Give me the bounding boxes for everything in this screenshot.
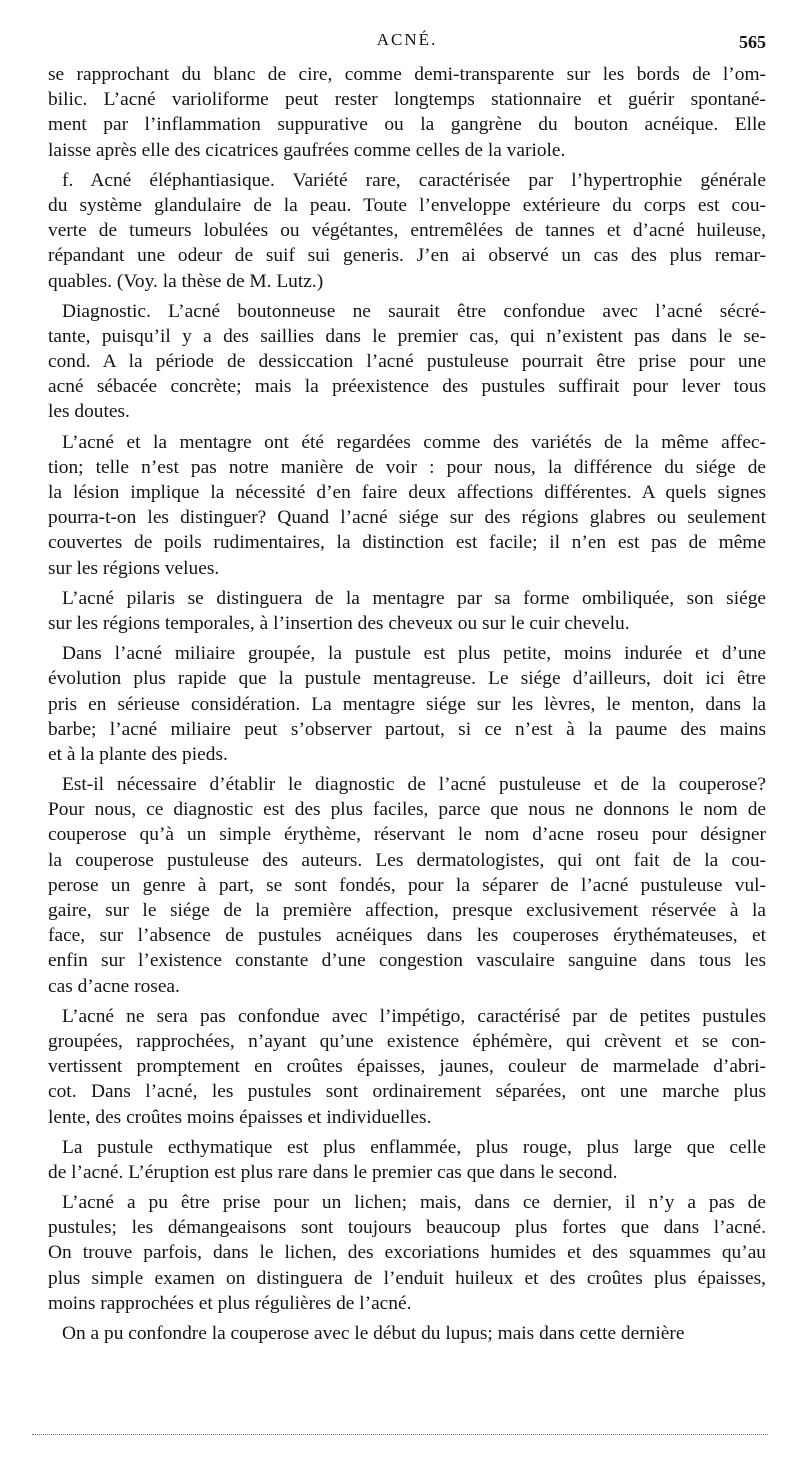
- text-line: de l’acné. L’éruption est plus rare dans le premier cas que dans le second.: [48, 1161, 618, 1183]
- text-line: évolution plus rapide que la pustule mentagreuse. Le siége d’ailleurs, doit ici être: [48, 668, 766, 690]
- footer-rule: [32, 1434, 768, 1435]
- text-line: pourra-t-on les distinguer? Quand l’acné siége sur des régions glabres ou seulement: [48, 507, 766, 529]
- text-line: pustules; les démangeaisons sont toujours beaucoup plus fortes que dans l’acné.: [48, 1217, 766, 1239]
- text-line: Diagnostic. L’acné boutonneuse ne saurait être confondue avec l’acné sécré-: [62, 300, 766, 322]
- paragraph: [48, 62, 766, 163]
- text-line: groupées, rapprochées, n’ayant qu’une existence éphémère, qui crèvent et se con-: [48, 1030, 766, 1052]
- page-number: 565: [739, 32, 766, 52]
- text-line: barbe; l’acné miliaire peut s’observer partout, si ce n’est à la paume des mains: [48, 718, 766, 740]
- text-line: tante, puisqu’il y a des saillies dans le premier cas, qui n’existent pas dans le se-: [48, 325, 766, 347]
- text-line: On trouve parfois, dans le lichen, des excoriations humides et des squammes qu’au: [48, 1242, 766, 1264]
- text-line: pris en sérieuse considération. La mentagre siége sur les lèvres, le menton, dans la: [48, 693, 766, 715]
- text-line: sur les régions temporales, à l’insertion des cheveux ou sur le cuir chevelu.: [48, 612, 630, 634]
- paragraph: [48, 168, 766, 294]
- text-line: perose un genre à part, se sont fondés, pour la séparer de l’acné pustuleuse vul-: [48, 874, 766, 896]
- text-line: se rapprochant du blanc de cire, comme demi-transparente sur les bords de l’om-: [48, 64, 766, 85]
- text-line: bilic. L’acné varioliforme peut rester longtemps stationnaire et guérir spontané-: [48, 89, 766, 111]
- page-body: [48, 62, 766, 1346]
- text-line: du système glandulaire de la peau. Toute l’enveloppe extérieure du corps est cou-: [48, 194, 766, 216]
- text-line: L’acné pilaris se distinguera de la mentagre par sa forme ombiliquée, son siége: [62, 587, 766, 609]
- paragraph: [48, 1135, 766, 1185]
- text-line: La pustule ecthymatique est plus enflammée, plus rouge, plus large que celle: [62, 1136, 766, 1158]
- text-line: moins rapprochées et plus régulières de l’acné.: [48, 1292, 412, 1314]
- text-line: enfin sur l’existence constante d’une congestion vasculaire sanguine dans tous les: [48, 950, 766, 972]
- text-line: répandant une odeur de suif sui generis. J’en ai observé un cas des plus remar-: [48, 245, 766, 267]
- text-line: face, sur l’absence de pustules acnéiques dans les couperoses érythémateuses, et: [48, 925, 766, 947]
- text-line: la couperose pustuleuse des auteurs. Les dermatologistes, qui ont fait de la cou-: [48, 849, 766, 871]
- text-line: vertissent promptement en croûtes épaisses, jaunes, couleur de marmelade d’abri-: [48, 1056, 766, 1078]
- text-line: cond. A la période de dessiccation l’acné pustuleuse pourrait être prise pour une: [48, 351, 766, 373]
- text-line: les doutes.: [48, 401, 130, 423]
- paragraph: [48, 641, 766, 767]
- paragraph: [48, 772, 766, 999]
- text-line: plus simple examen on distinguera de l’enduit huileux et des croûtes plus épaisses,: [48, 1267, 766, 1289]
- text-line: On a pu confondre la couperose avec le début du lupus; mais dans cette dernière: [62, 1323, 685, 1344]
- text-line: la lésion implique la nécessité d’en faire deux affections différentes. A quels signes: [48, 482, 766, 503]
- paragraph: [48, 1190, 766, 1316]
- text-line: couperose qu’à un simple érythème, réservant le nom d’acne roseu pour désigner: [48, 824, 766, 846]
- text-line: quables. (Voy. la thèse de M. Lutz.): [48, 270, 324, 292]
- text-line: couvertes de poils rudimentaires, la distinction est facile; il n’en est pas de même: [48, 532, 766, 554]
- text-line: cot. Dans l’acné, les pustules sont ordinairement séparées, ont une marche plus: [48, 1081, 766, 1103]
- running-title: ACNÉ.: [376, 30, 438, 49]
- text-line: gaire, sur le siége de la première affection, presque exclusivement réservée à la: [48, 900, 766, 921]
- text-line: Pour nous, ce diagnostic est des plus faciles, parce que nous ne donnons le nom de: [48, 799, 766, 821]
- text-line: et à la plante des pieds.: [48, 743, 228, 765]
- text-line: lente, des croûtes moins épaisses et individuelles.: [48, 1106, 432, 1128]
- page-header: [48, 26, 766, 56]
- paragraph: [48, 586, 766, 636]
- text-line: Est-il nécessaire d’établir le diagnostic de l’acné pustuleuse et de la couperose?: [62, 774, 766, 796]
- text-line: tion; telle n’est pas notre manière de voir : pour nous, la différence du siége de: [48, 456, 766, 478]
- text-line: sur les régions velues.: [48, 557, 220, 579]
- text-line: Dans l’acné miliaire groupée, la pustule est plus petite, moins indurée et d’une: [62, 643, 766, 665]
- text-line: laisse après elle des cicatrices gaufrées comme celles de la variole.: [48, 139, 566, 161]
- paragraph: [48, 430, 766, 581]
- text-line: verte de tumeurs lobulées ou végétantes, entremêlées de tannes et d’acné huileuse,: [48, 220, 766, 242]
- paragraph: [48, 299, 766, 425]
- text-line: acné sébacée concrète; mais la préexistence des pustules suffirait pour lever tous: [48, 376, 766, 398]
- paragraph: [48, 1004, 766, 1130]
- text-line: ment par l’inflammation suppurative ou la gangrène du bouton acnéique. Elle: [48, 114, 766, 136]
- text-line: L’acné et la mentagre ont été regardées comme des variétés de la même affec-: [62, 431, 766, 453]
- text-line: L’acné ne sera pas confondue avec l’impétigo, caractérisé par de petites pustules: [62, 1005, 766, 1027]
- text-line: cas d’acne rosea.: [48, 975, 180, 997]
- paragraph: [48, 1321, 766, 1346]
- text-line: L’acné a pu être prise pour un lichen; mais, dans ce dernier, il n’y a pas de: [62, 1192, 766, 1214]
- text-line: f. Acné éléphantiasique. Variété rare, caractérisée par l’hypertrophie générale: [62, 169, 766, 191]
